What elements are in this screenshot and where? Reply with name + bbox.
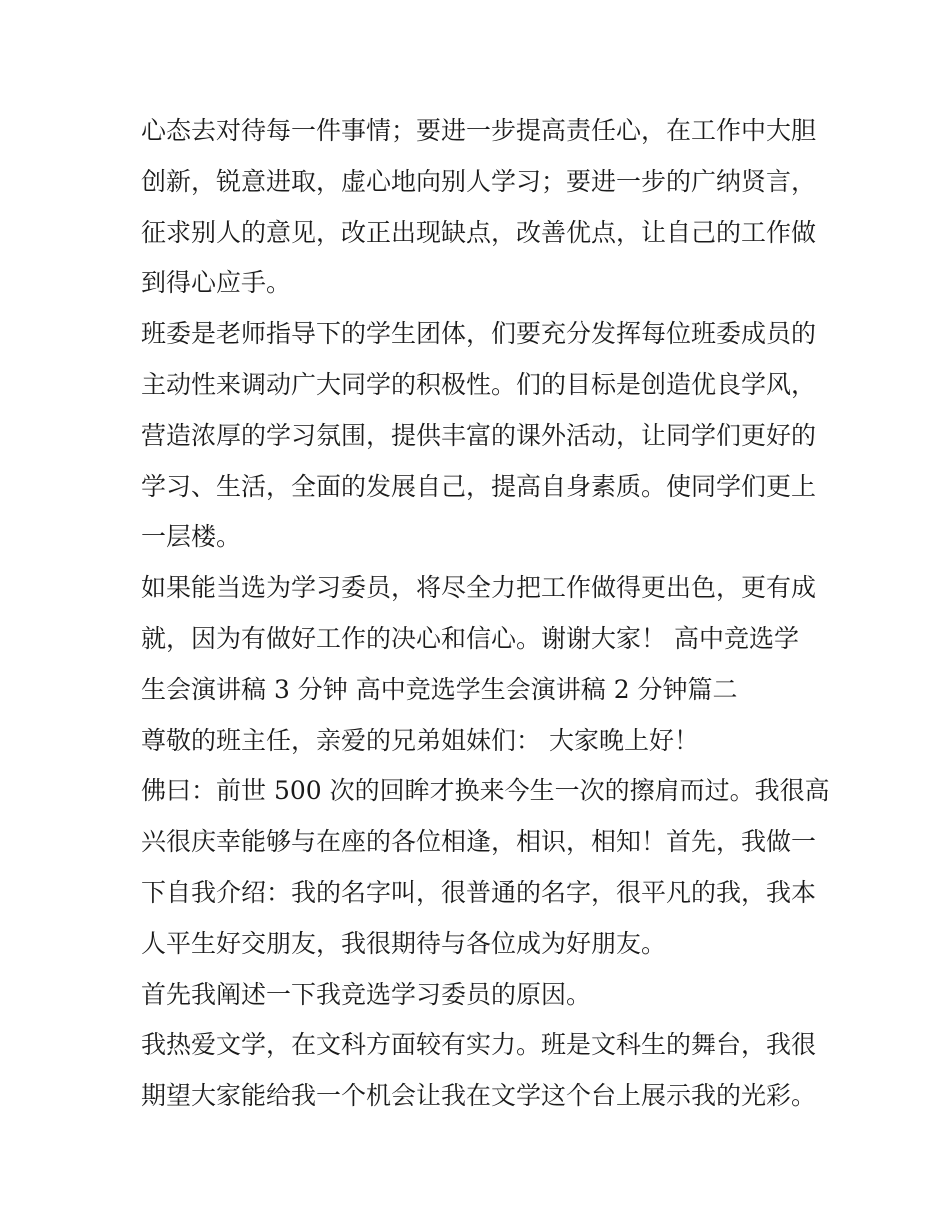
text-line-7: 营造浓厚的学习氛围，提供丰富的课外活动，让同学们更好的: [141, 420, 817, 450]
text-line-15: 兴很庆幸能够与在座的各位相逢，相识，相知！首先，我做一: [141, 827, 817, 857]
text-line-18: 首先我阐述一下我竞选学习委员的原因。: [141, 979, 592, 1009]
text-line-19: 我热爱文学，在文科方面较有实力。班是文科生的舞台，我很: [141, 1030, 817, 1060]
text-line-3: 征求别人的意见，改正出现缺点，改善优点，让自己的工作做: [141, 217, 817, 247]
text-line-12: 生会演讲稿 3 分钟 高中竞选学生会演讲稿 2 分钟篇二: [141, 674, 738, 704]
text-line-5: 班委是老师指导下的学生团体，们要充分发挥每位班委成员的: [141, 319, 817, 349]
text-line-20: 期望大家能给我一个机会让我在文学这个台上展示我的光彩。: [141, 1081, 817, 1111]
text-line-11: 就，因为有做好工作的决心和信心。谢谢大家！ 高中竞选学: [141, 623, 799, 653]
text-line-17: 人平生好交朋友，我很期待与各位成为好朋友。: [141, 928, 667, 958]
text-line-9: 一层楼。: [141, 522, 242, 552]
text-line-6: 主动性来调动广大同学的积极性。们的目标是创造优良学风，: [141, 369, 817, 399]
text-line-1: 心态去对待每一件事情；要进一步提高责任心，在工作中大胆: [141, 116, 817, 145]
text-line-4: 到得心应手。: [141, 268, 292, 298]
text-line-10: 如果能当选为学习委员，将尽全力把工作做得更出色，更有成: [141, 573, 817, 603]
text-line-14: 佛曰：前世 500 次的回眸才换来今生一次的擦肩而过。我很高: [141, 776, 830, 806]
text-line-2: 创新，锐意进取，虚心地向别人学习；要进一步的广纳贤言，: [141, 166, 817, 196]
document-body: [141, 106, 830, 1122]
text-line-16: 下自我介绍：我的名字叫，很普通的名字，很平凡的我，我本: [141, 877, 817, 907]
text-line-13: 尊敬的班主任，亲爱的兄弟姐妹们： 大家晚上好！: [141, 725, 699, 755]
text-line-8: 学习、生活，全面的发展自己，提高自身素质。使同学们更上: [141, 471, 817, 501]
